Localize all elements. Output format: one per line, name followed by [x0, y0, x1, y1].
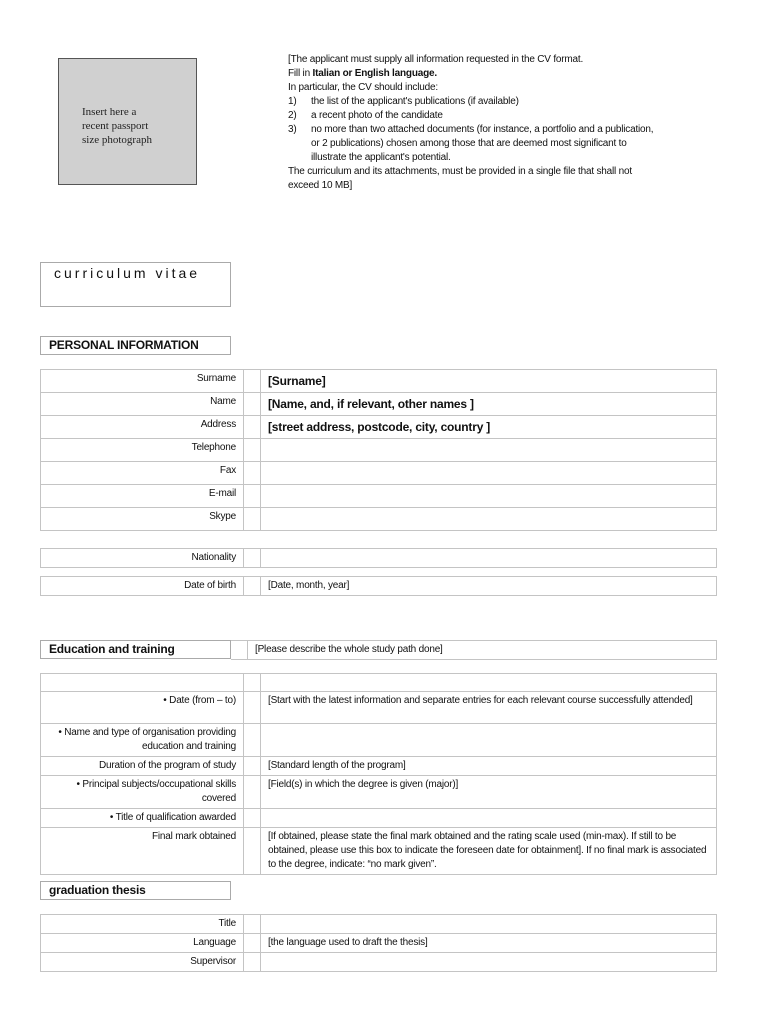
section-graduation-thesis: graduation thesis — [40, 881, 231, 900]
table-row — [41, 674, 717, 692]
field-value-surname[interactable]: [Surname] — [261, 370, 717, 393]
table-row — [41, 549, 717, 568]
instructions-line: In particular, the CV should include: — [288, 82, 438, 93]
table-row — [41, 439, 717, 462]
empty-value-cell — [261, 674, 717, 692]
list-text: the list of the applicant's publications (if available) — [311, 96, 519, 107]
table-row — [41, 370, 717, 393]
date-of-birth-table — [40, 576, 717, 596]
instructions-language-bold: Italian or English language. — [312, 68, 437, 79]
education-intro-text[interactable]: [Please describe the whole study path done] — [248, 641, 717, 660]
table-row — [41, 776, 717, 809]
personal-info-table — [40, 369, 717, 531]
gap-cell — [244, 953, 261, 972]
table-row — [41, 393, 717, 416]
photo-placeholder-text — [82, 105, 182, 147]
cv-instructions — [288, 53, 678, 193]
table-row — [41, 692, 717, 724]
instructions-list-item — [288, 95, 678, 109]
gap-cell — [244, 416, 261, 439]
table-row — [41, 508, 717, 531]
gap-cell — [244, 549, 261, 568]
gap-cell — [244, 370, 261, 393]
field-label-thesis-language: Language — [41, 934, 244, 953]
photo-text-line: size photograph — [82, 134, 152, 146]
field-value-thesis-title[interactable] — [261, 915, 717, 934]
instructions-language-prefix: Fill in — [288, 68, 313, 79]
field-label-qualification: • Title of qualification awarded — [41, 809, 244, 828]
section-personal-information: PERSONAL INFORMATION — [40, 336, 231, 355]
table-row — [41, 485, 717, 508]
photo-text-line: recent passport — [82, 120, 149, 132]
table-row — [41, 915, 717, 934]
field-label-subjects: • Principal subjects/occupational skills covered — [41, 776, 244, 809]
field-label-name: Name — [41, 393, 244, 416]
gap-cell — [244, 577, 261, 596]
field-value-qualification[interactable] — [261, 809, 717, 828]
field-value-nationality[interactable] — [261, 549, 717, 568]
table-row — [231, 641, 717, 660]
instructions-line: [The applicant must supply all information requested in the CV format. — [288, 54, 584, 65]
instructions-list-item — [288, 123, 656, 165]
table-row — [41, 934, 717, 953]
field-value-fax[interactable] — [261, 462, 717, 485]
table-row — [41, 809, 717, 828]
nationality-table — [40, 548, 717, 568]
instructions-list-item — [288, 109, 678, 123]
gap-cell — [244, 485, 261, 508]
list-text: no more than two attached documents (for instance, a portfolio and a publication, or 2 publications) chosen among those that are deemed most significant to illustrate the applicant's potential. — [311, 124, 654, 163]
field-label-email: E-mail — [41, 485, 244, 508]
field-label-thesis-supervisor: Supervisor — [41, 953, 244, 972]
photo-text-line: Insert here a — [82, 106, 137, 118]
gap-cell — [231, 641, 248, 660]
gap-cell — [244, 439, 261, 462]
field-value-duration[interactable]: [Standard length of the program] — [261, 757, 717, 776]
field-value-name[interactable]: [Name, and, if relevant, other names ] — [261, 393, 717, 416]
photo-placeholder — [58, 58, 197, 185]
gap-cell — [244, 934, 261, 953]
field-value-skype[interactable] — [261, 508, 717, 531]
field-value-subjects[interactable]: [Field(s) in which the degree is given (major)] — [261, 776, 717, 809]
field-label-organisation: • Name and type of organisation providing education and training — [41, 724, 244, 757]
table-row — [41, 757, 717, 776]
gap-cell — [244, 915, 261, 934]
instructions-language-line — [288, 67, 678, 81]
field-label-fax: Fax — [41, 462, 244, 485]
field-value-thesis-language[interactable]: [the language used to draft the thesis] — [261, 934, 717, 953]
gap-cell — [244, 828, 261, 875]
gap-cell — [244, 393, 261, 416]
gap-cell — [244, 776, 261, 809]
field-value-date-of-birth[interactable]: [Date, month, year] — [261, 577, 717, 596]
section-education-training: Education and training — [40, 640, 231, 659]
field-label-duration: Duration of the program of study — [41, 757, 244, 776]
list-number: 2) — [288, 110, 297, 121]
field-value-final-mark[interactable]: [If obtained, please state the final mark obtained and the rating scale used (min-max). If still to be obtained, please use this box to indicate the foreseen date for obtainment]. If no final mark is associated to the degree, indicate: “no mark given”. — [261, 828, 717, 875]
cv-title: curriculum vitae — [54, 265, 201, 281]
gap-cell — [244, 757, 261, 776]
instructions-closing: The curriculum and its attachments, must be provided in a single file that shall not exceed 10 MB] — [288, 166, 632, 191]
field-value-email[interactable] — [261, 485, 717, 508]
gap-cell — [244, 508, 261, 531]
gap-cell — [244, 462, 261, 485]
field-label-surname: Surname — [41, 370, 244, 393]
table-row — [41, 577, 717, 596]
gap-cell — [244, 674, 261, 692]
gap-cell — [244, 692, 261, 724]
gap-cell — [244, 724, 261, 757]
table-row — [41, 828, 717, 875]
table-row — [41, 416, 717, 439]
field-label-thesis-title: Title — [41, 915, 244, 934]
education-table — [40, 673, 717, 875]
field-label-final-mark: Final mark obtained — [41, 828, 244, 875]
field-value-organisation[interactable] — [261, 724, 717, 757]
field-label-telephone: Telephone — [41, 439, 244, 462]
field-label-address: Address — [41, 416, 244, 439]
field-value-telephone[interactable] — [261, 439, 717, 462]
field-value-address[interactable]: [street address, postcode, city, country ] — [261, 416, 717, 439]
field-value-dates[interactable]: [Start with the latest information and separate entries for each relevant course successfully attended] — [261, 692, 717, 724]
field-label-date-of-birth: Date of birth — [41, 577, 244, 596]
list-number: 3) — [288, 124, 297, 135]
table-row — [41, 724, 717, 757]
list-text: a recent photo of the candidate — [311, 110, 443, 121]
gap-cell — [244, 809, 261, 828]
instructions-list — [288, 95, 678, 165]
list-number: 1) — [288, 96, 297, 107]
field-value-thesis-supervisor[interactable] — [261, 953, 717, 972]
cv-title-box — [40, 262, 231, 307]
field-label-skype: Skype — [41, 508, 244, 531]
field-label-nationality: Nationality — [41, 549, 244, 568]
empty-label-cell — [41, 674, 244, 692]
education-intro-table — [231, 640, 717, 660]
field-label-dates: • Date (from – to) — [41, 692, 244, 724]
table-row — [41, 462, 717, 485]
table-row — [41, 953, 717, 972]
thesis-table — [40, 914, 717, 972]
